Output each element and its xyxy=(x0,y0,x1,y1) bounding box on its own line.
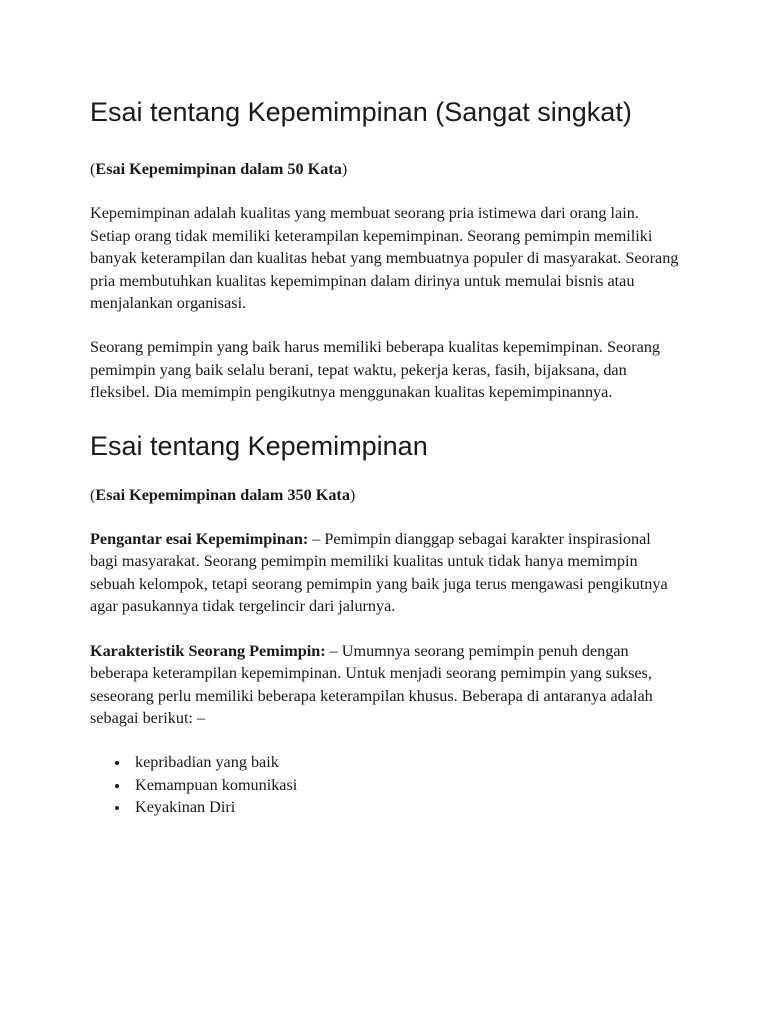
list-item: kepribadian yang baik xyxy=(135,751,680,773)
list-item: Keyakinan Diri xyxy=(135,796,680,818)
section-1-subtitle-bold: Esai Kepemimpinan dalam 50 Kata xyxy=(95,160,342,178)
section-1-subtitle: (Esai Kepemimpinan dalam 50 Kata) xyxy=(90,160,348,178)
section-1-paragraph-1: Kepemimpinan adalah kualitas yang membuat seorang pria istimewa dari orang lain. Setiap orang tidak memiliki keterampilan kepemimpinan. Seorang pemimpin memiliki banyak keterampilan dan kualitas hebat yang membuatnya populer di masyarakat. Seorang pria membutuhkan kualitas kepemimpinan dalam dirinya untuk memulai bisnis atau menjalankan organisasi. xyxy=(90,204,679,313)
characteristics-text: – Umumnya seorang pemimpin penuh dengan beberapa keterampilan kepemimpinan. Untuk menjadi seorang pemimpin yang sukses, seseorang perlu memiliki beberapa keterampilan khusus. Beberapa di antaranya adalah sebagai berikut: – xyxy=(90,641,653,727)
characteristics-paragraph xyxy=(90,640,680,730)
intro-text: – Pemimpin dianggap sebagai karakter inspirasional bagi masyarakat. Seorang pemimpin memiliki kualitas untuk tidak hanya memimpin sebuah kelompok, tetapi seorang pemimpin yang baik juga terus mengawasi pengikutnya agar pasukannya tidak tergelincir dari jalurnya. xyxy=(90,530,668,616)
list-item: Kemampuan komunikasi xyxy=(135,774,680,796)
characteristics-label: Karakteristik Seorang Pemimpin: xyxy=(90,641,326,660)
document-page xyxy=(90,0,680,819)
section-2-heading: Esai tentang Kepemimpinan xyxy=(90,430,428,461)
section-2-subtitle-bold: Esai Kepemimpinan dalam 350 Kata xyxy=(95,485,350,504)
section-1-paragraph-2: Seorang pemimpin yang baik harus memiliki beberapa kualitas kepemimpinan. Seorang pemimpin yang baik selalu berani, tepat waktu, pekerja keras, fasih, bijaksana, dan fleksibel. Dia memimpin pengikutnya menggunakan kualitas kepemimpinannya. xyxy=(90,338,661,402)
intro-label: Pengantar esai Kepemimpinan: xyxy=(90,530,309,549)
intro-paragraph xyxy=(90,528,680,618)
section-1-heading: Esai tentang Kepemimpinan (Sangat singkat) xyxy=(90,97,632,127)
section-2-subtitle: (Esai Kepemimpinan dalam 350 Kata) xyxy=(90,485,356,504)
qualities-list xyxy=(90,751,680,818)
